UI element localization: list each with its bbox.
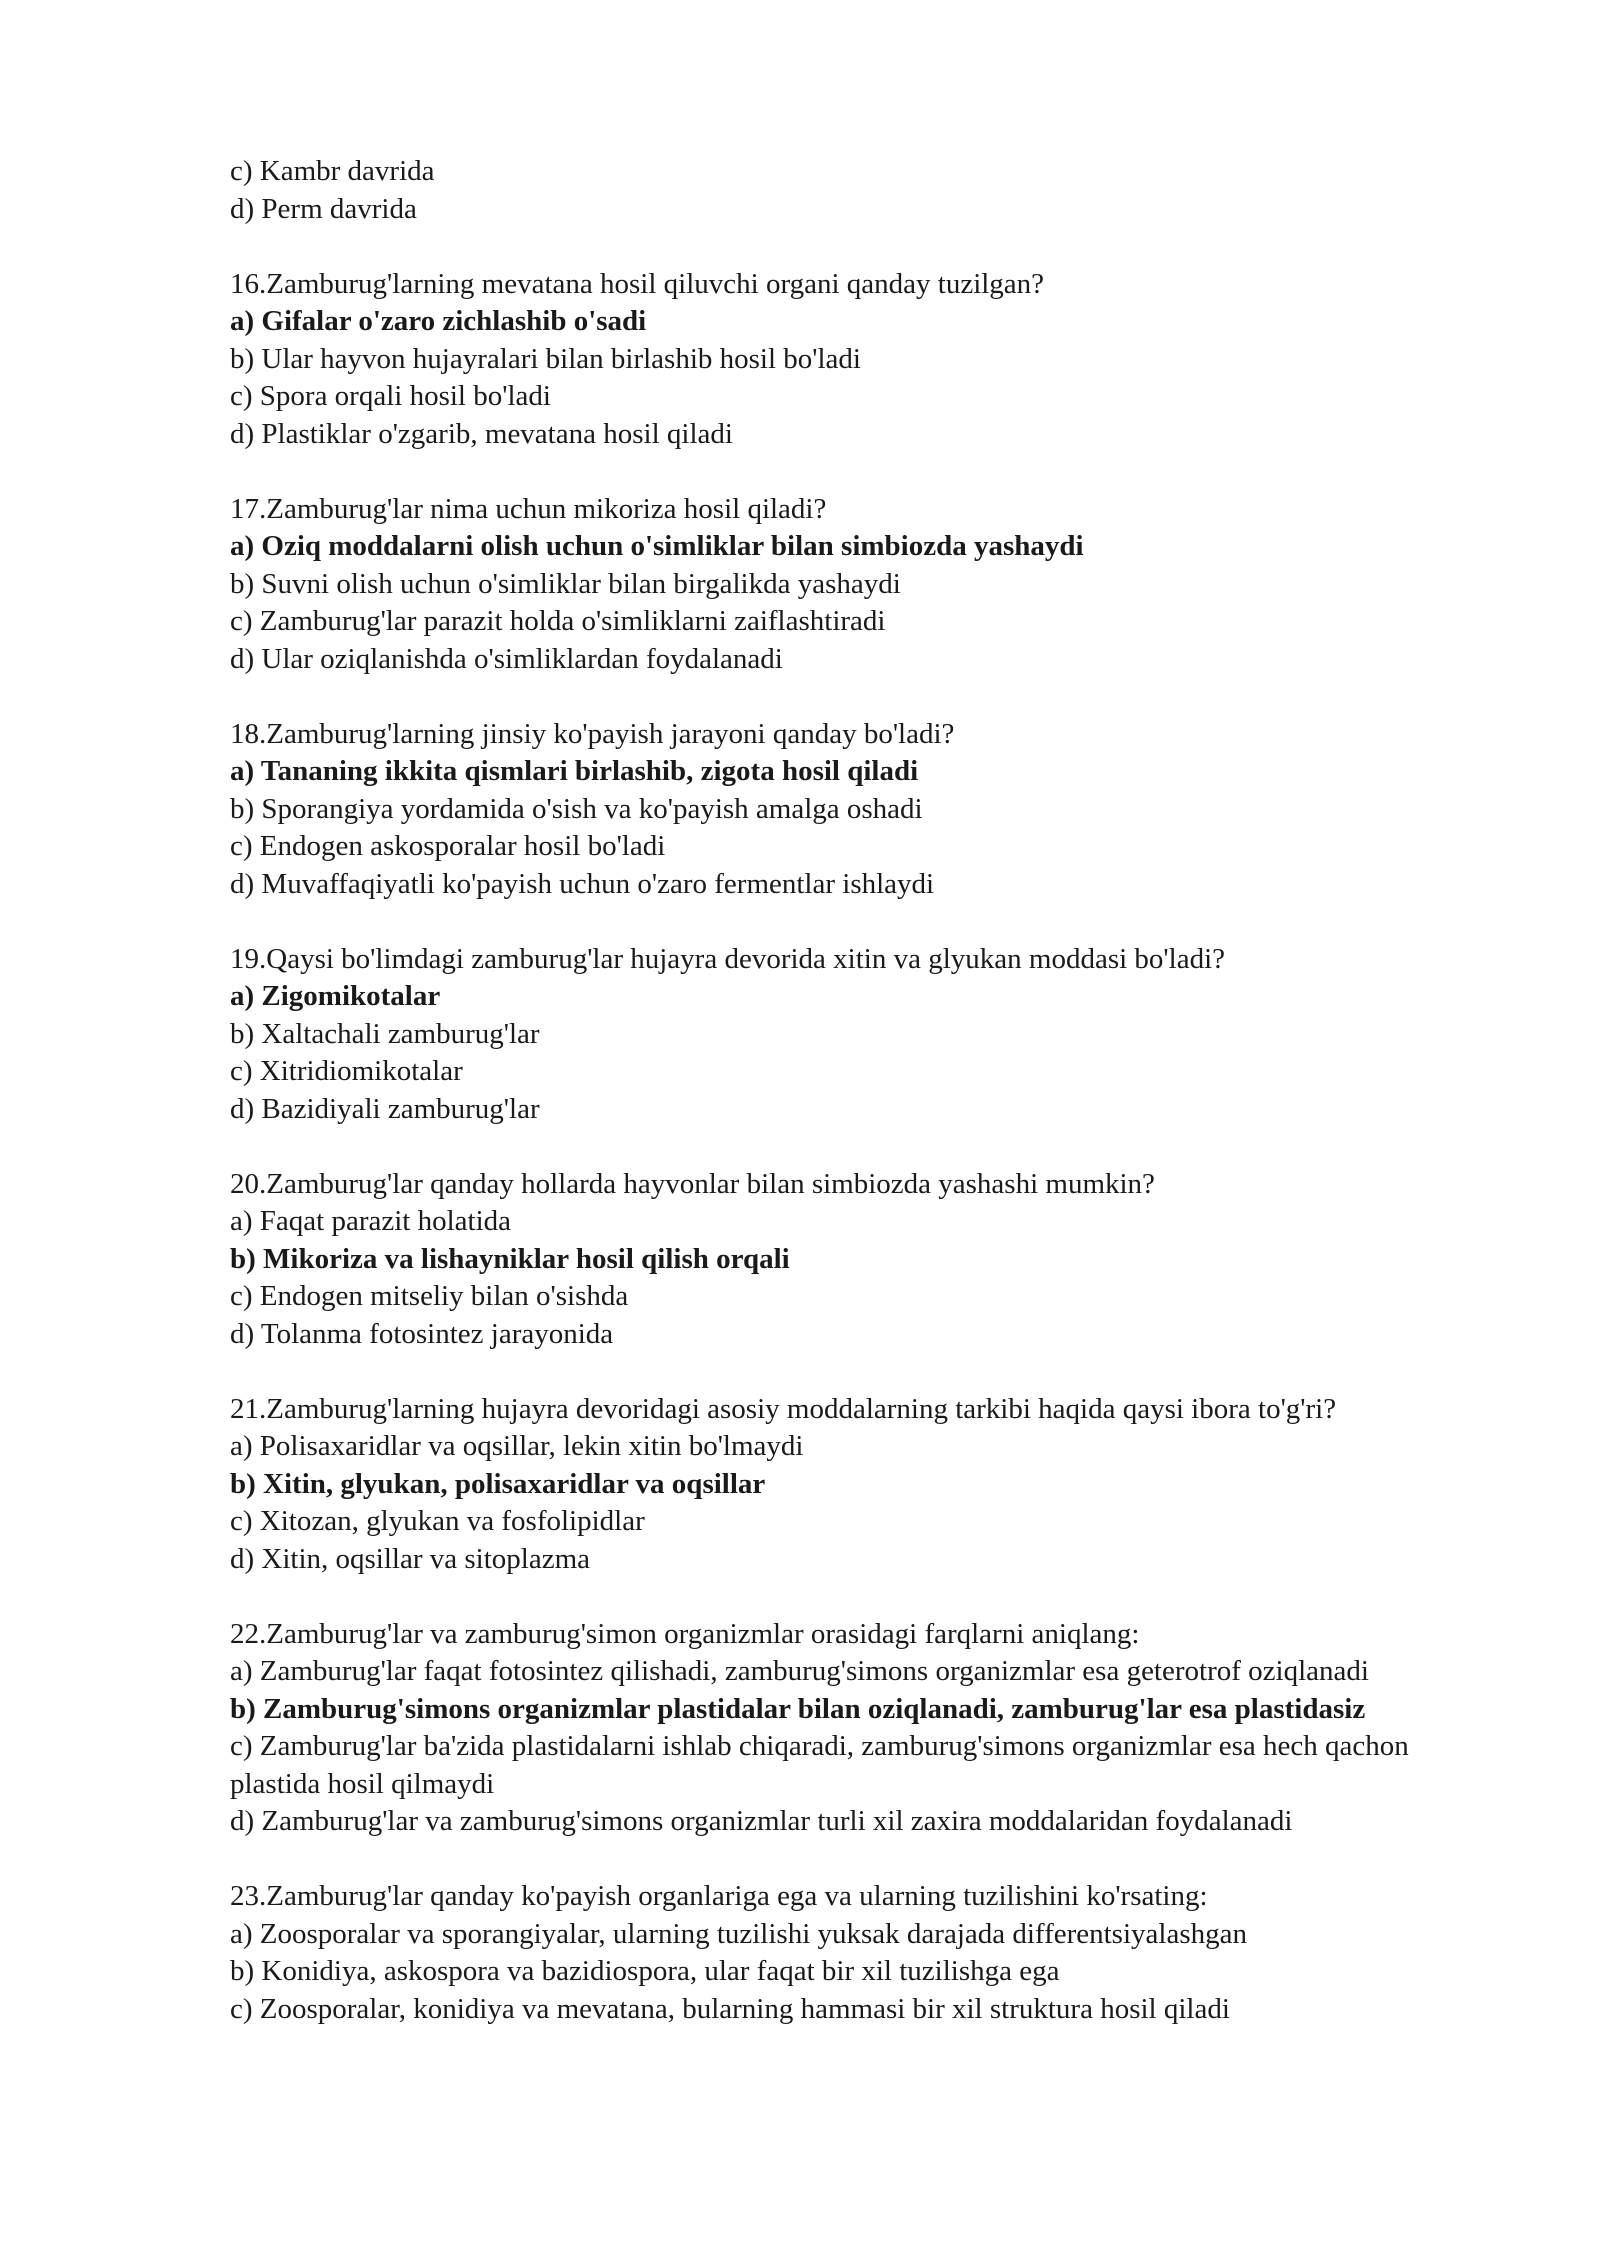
option-line: d) Muvaffaqiyatli ko'payish uchun o'zaro fermentlar ishlaydi [230, 867, 935, 900]
question-text: 22.Zamburug'lar va zamburug'simon organizmlar orasidagi farqlarni aniqlang: [230, 1617, 1140, 1650]
question-block [230, 1391, 1490, 1579]
question-block [230, 941, 1490, 1129]
question-block [230, 1616, 1490, 1841]
option-line: b) Konidiya, askospora va bazidiospora, ular faqat bir xil tuzilishga ega [230, 1955, 1060, 1987]
option-line: c) Zoosporalar, konidiya va mevatana, bularning hammasi bir xil struktura hosil qiladi [230, 1992, 1230, 2025]
correct-option-line: a) Gifalar o'zaro zichlashib o'sadi [230, 305, 647, 337]
correct-option-line: a) Tananing ikkita qismlari birlashib, zigota hosil qiladi [230, 755, 919, 787]
question-block [230, 266, 1490, 454]
question-text: 17.Zamburug'lar nima uchun mikoriza hosil qiladi? [230, 492, 827, 525]
correct-option-line: a) Oziq moddalarni olish uchun o'simliklar bilan simbiozda yashaydi [230, 530, 1084, 562]
question-text: 20.Zamburug'lar qanday hollarda hayvonlar bilan simbiozda yashashi mumkin? [230, 1167, 1155, 1200]
question-block [230, 491, 1490, 679]
question-block [230, 1878, 1490, 2028]
question-text: 23.Zamburug'lar qanday ko'payish organlariga ega va ularning tuzilishini ko'rsating: [230, 1880, 1208, 1912]
option-line: d) Xitin, oqsillar va sitoplazma [230, 1542, 591, 1575]
option-line: c) Xitozan, glyukan va fosfolipidlar [230, 1505, 645, 1537]
option-line: b) Suvni olish uchun o'simliklar bilan birgalikda yashaydi [230, 567, 901, 600]
question-block-15-tail [230, 153, 1490, 228]
question-text: 16.Zamburug'larning mevatana hosil qiluvchi organi qanday tuzilgan? [230, 267, 1045, 300]
correct-option-line: b) Xitin, glyukan, polisaxaridlar va oqsillar [230, 1467, 766, 1500]
option-line: c) Kambr davrida [230, 155, 435, 187]
question-block [230, 716, 1490, 904]
option-line: b) Ular hayvon hujayralari bilan birlashib hosil bo'ladi [230, 342, 861, 375]
option-line: d) Bazidiyali zamburug'lar [230, 1092, 540, 1125]
question-text: 21.Zamburug'larning hujayra devoridagi asosiy moddalarning tarkibi haqida qaysi ibora to'g'ri? [230, 1392, 1337, 1425]
option-line: c) Spora orqali hosil bo'ladi [230, 380, 551, 412]
option-line: d) Ular oziqlanishda o'simliklardan foydalanadi [230, 642, 783, 675]
option-line: c) Endogen askosporalar hosil bo'ladi [230, 830, 666, 862]
question-text: 18.Zamburug'larning jinsiy ko'payish jarayoni qanday bo'ladi? [230, 717, 955, 750]
correct-option-line: a) Zigomikotalar [230, 980, 441, 1012]
option-line: a) Polisaxaridlar va oqsillar, lekin xitin bo'lmaydi [230, 1430, 804, 1462]
option-line: d) Plastiklar o'zgarib, mevatana hosil qiladi [230, 417, 733, 450]
option-line: c) Endogen mitseliy bilan o'sishda [230, 1280, 629, 1312]
option-line: c) Xitridiomikotalar [230, 1055, 463, 1087]
correct-option-line: b) Mikoriza va lishayniklar hosil qilish orqali [230, 1242, 790, 1275]
option-line: a) Zamburug'lar faqat fotosintez qilishadi, zamburug'simons organizmlar esa geterotrof oziqlanadi [230, 1655, 1369, 1687]
correct-option-line: b) Zamburug'simons organizmlar plastidalar bilan oziqlanadi, zamburug'lar esa plastidasiz [230, 1692, 1366, 1725]
option-line: c) Zamburug'lar ba'zida plastidalarni ishlab chiqaradi, zamburug'simons organizmlar esa hech qachon plastida hosil qilmaydi [230, 1730, 1409, 1800]
option-line: d) Tolanma fotosintez jarayonida [230, 1317, 614, 1350]
option-line: d) Perm davrida [230, 192, 417, 225]
option-line: b) Sporangiya yordamida o'sish va ko'payish amalga oshadi [230, 792, 923, 825]
question-list [230, 266, 1490, 2029]
document-page [230, 153, 1490, 2028]
option-line: a) Zoosporalar va sporangiyalar, ularning tuzilishi yuksak darajada differentsiyalashgan [230, 1917, 1247, 1950]
question-text: 19.Qaysi bo'limdagi zamburug'lar hujayra devorida xitin va glyukan moddasi bo'ladi? [230, 942, 1225, 975]
option-line: c) Zamburug'lar parazit holda o'simliklarni zaiflashtiradi [230, 605, 886, 637]
option-line: b) Xaltachali zamburug'lar [230, 1017, 540, 1050]
option-line: a) Faqat parazit holatida [230, 1205, 512, 1237]
option-line: d) Zamburug'lar va zamburug'simons organizmlar turli xil zaxira moddalaridan foydalanadi [230, 1805, 1293, 1837]
question-block [230, 1166, 1490, 1354]
